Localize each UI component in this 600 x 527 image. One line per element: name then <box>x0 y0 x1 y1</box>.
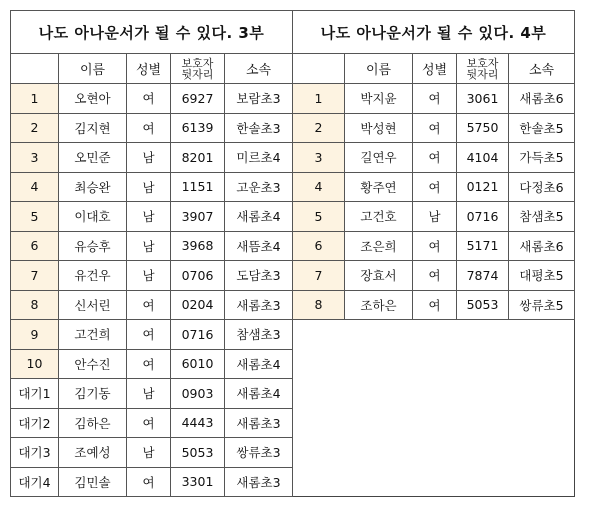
student-gender: 여 <box>127 467 171 497</box>
student-school: 새롬초4 <box>225 379 293 409</box>
student-name: 조은희 <box>345 231 413 261</box>
table-row <box>293 172 575 202</box>
row-index: 3 <box>11 143 59 173</box>
row-index: 2 <box>11 113 59 143</box>
table-row <box>11 467 293 497</box>
row-index: 5 <box>11 202 59 232</box>
guardian-digits: 0204 <box>171 290 225 320</box>
student-name: 최승완 <box>59 172 127 202</box>
guardian-digits: 0716 <box>457 202 509 232</box>
row-index: 7 <box>293 261 345 291</box>
empty-row <box>293 349 575 379</box>
table-row <box>293 84 575 114</box>
student-name: 고건호 <box>345 202 413 232</box>
roster-table-part4 <box>292 10 575 497</box>
student-name: 이대호 <box>59 202 127 232</box>
row-index: 1 <box>293 84 345 114</box>
header-index <box>11 54 59 84</box>
guardian-digits: 8201 <box>171 143 225 173</box>
guardian-digits: 0706 <box>171 261 225 291</box>
empty-row <box>293 379 575 409</box>
header-school: 소속 <box>509 54 575 84</box>
table-row <box>11 261 293 291</box>
row-index: 6 <box>293 231 345 261</box>
row-index: 1 <box>11 84 59 114</box>
guardian-digits: 3061 <box>457 84 509 114</box>
student-school: 보람초3 <box>225 84 293 114</box>
header-row <box>293 54 575 84</box>
student-school: 참샘초3 <box>225 320 293 350</box>
empty-row <box>293 438 575 468</box>
table-row <box>11 320 293 350</box>
student-name: 김지현 <box>59 113 127 143</box>
student-gender: 여 <box>127 408 171 438</box>
table-row <box>11 172 293 202</box>
student-school: 대평초5 <box>509 261 575 291</box>
student-school: 도담초3 <box>225 261 293 291</box>
student-name: 고건희 <box>59 320 127 350</box>
empty-row <box>293 320 575 350</box>
student-name: 박성현 <box>345 113 413 143</box>
table-row <box>293 113 575 143</box>
student-name: 신서린 <box>59 290 127 320</box>
table-row <box>11 290 293 320</box>
student-name: 김하은 <box>59 408 127 438</box>
student-gender: 여 <box>413 231 457 261</box>
header-row <box>11 54 293 84</box>
student-school: 새롬초3 <box>225 290 293 320</box>
table-row <box>11 202 293 232</box>
header-guardian: 보호자 뒷자리 <box>171 54 225 84</box>
student-school: 한솔초3 <box>225 113 293 143</box>
row-index: 5 <box>293 202 345 232</box>
student-school: 다정초6 <box>509 172 575 202</box>
student-name: 유건우 <box>59 261 127 291</box>
student-school: 참샘초5 <box>509 202 575 232</box>
table-row <box>11 379 293 409</box>
header-index <box>293 54 345 84</box>
guardian-digits: 4104 <box>457 143 509 173</box>
student-name: 안수진 <box>59 349 127 379</box>
student-school: 새롬초4 <box>225 202 293 232</box>
student-name: 오민준 <box>59 143 127 173</box>
table-row <box>293 231 575 261</box>
row-index: 대기2 <box>11 408 59 438</box>
header-school: 소속 <box>225 54 293 84</box>
guardian-digits: 4443 <box>171 408 225 438</box>
student-gender: 남 <box>127 438 171 468</box>
table-row <box>293 143 575 173</box>
table-row <box>11 143 293 173</box>
empty-row <box>293 408 575 438</box>
student-school: 새롬초4 <box>225 349 293 379</box>
header-gender: 성별 <box>127 54 171 84</box>
guardian-digits: 0903 <box>171 379 225 409</box>
table-row <box>293 290 575 320</box>
student-school: 가득초5 <box>509 143 575 173</box>
guardian-digits: 5053 <box>171 438 225 468</box>
student-school: 고운초3 <box>225 172 293 202</box>
student-gender: 여 <box>413 172 457 202</box>
student-school: 미르초4 <box>225 143 293 173</box>
table-row <box>11 408 293 438</box>
guardian-digits: 5053 <box>457 290 509 320</box>
guardian-digits: 1151 <box>171 172 225 202</box>
guardian-digits: 3968 <box>171 231 225 261</box>
student-gender: 남 <box>127 231 171 261</box>
guardian-digits: 6139 <box>171 113 225 143</box>
table-row <box>11 438 293 468</box>
student-gender: 여 <box>413 290 457 320</box>
guardian-digits: 5171 <box>457 231 509 261</box>
student-name: 길연우 <box>345 143 413 173</box>
header-gender: 성별 <box>413 54 457 84</box>
table-row <box>11 231 293 261</box>
table-body <box>11 84 293 497</box>
student-gender: 여 <box>127 84 171 114</box>
table-title: 나도 아나운서가 될 수 있다. 4부 <box>293 11 575 54</box>
row-index: 10 <box>11 349 59 379</box>
table-body <box>293 84 575 497</box>
student-gender: 남 <box>127 143 171 173</box>
student-gender: 여 <box>127 349 171 379</box>
table-title: 나도 아나운서가 될 수 있다. 3부 <box>11 11 293 54</box>
student-school: 쌍류초3 <box>225 438 293 468</box>
guardian-digits: 5750 <box>457 113 509 143</box>
row-index: 대기4 <box>11 467 59 497</box>
empty-row <box>293 467 575 497</box>
row-index: 8 <box>11 290 59 320</box>
student-name: 오현아 <box>59 84 127 114</box>
student-school: 한솔초5 <box>509 113 575 143</box>
student-gender: 남 <box>127 172 171 202</box>
empty-cell <box>293 467 575 497</box>
guardian-digits: 3907 <box>171 202 225 232</box>
header-guardian: 보호자 뒷자리 <box>457 54 509 84</box>
empty-cell <box>293 379 575 409</box>
empty-cell <box>293 438 575 468</box>
student-gender: 남 <box>127 379 171 409</box>
student-name: 유승후 <box>59 231 127 261</box>
student-school: 새롬초3 <box>225 408 293 438</box>
guardian-digits: 3301 <box>171 467 225 497</box>
student-name: 김민솔 <box>59 467 127 497</box>
row-index: 9 <box>11 320 59 350</box>
row-index: 8 <box>293 290 345 320</box>
row-index: 대기3 <box>11 438 59 468</box>
row-index: 6 <box>11 231 59 261</box>
student-gender: 여 <box>413 143 457 173</box>
guardian-digits: 7874 <box>457 261 509 291</box>
table-row <box>11 113 293 143</box>
student-school: 새롬초3 <box>225 467 293 497</box>
roster-table-part3 <box>10 10 293 497</box>
student-school: 새롬초6 <box>509 84 575 114</box>
header-name: 이름 <box>59 54 127 84</box>
table-row <box>293 202 575 232</box>
table-row <box>293 261 575 291</box>
student-name: 김기동 <box>59 379 127 409</box>
guardian-digits: 6927 <box>171 84 225 114</box>
guardian-digits: 6010 <box>171 349 225 379</box>
student-gender: 여 <box>127 113 171 143</box>
student-gender: 여 <box>127 320 171 350</box>
row-index: 7 <box>11 261 59 291</box>
student-name: 장효서 <box>345 261 413 291</box>
header-name: 이름 <box>345 54 413 84</box>
student-name: 조예성 <box>59 438 127 468</box>
student-gender: 남 <box>127 202 171 232</box>
student-school: 쌍류초5 <box>509 290 575 320</box>
student-gender: 여 <box>413 84 457 114</box>
student-school: 새뜸초4 <box>225 231 293 261</box>
guardian-digits: 0121 <box>457 172 509 202</box>
row-index: 대기1 <box>11 379 59 409</box>
student-gender: 여 <box>413 261 457 291</box>
empty-cell <box>293 320 575 350</box>
table-row <box>11 84 293 114</box>
row-index: 4 <box>293 172 345 202</box>
row-index: 3 <box>293 143 345 173</box>
empty-cell <box>293 349 575 379</box>
student-school: 새롬초6 <box>509 231 575 261</box>
student-gender: 여 <box>127 290 171 320</box>
student-name: 황주연 <box>345 172 413 202</box>
student-name: 조하은 <box>345 290 413 320</box>
student-gender: 남 <box>413 202 457 232</box>
row-index: 2 <box>293 113 345 143</box>
table-row <box>11 349 293 379</box>
student-gender: 남 <box>127 261 171 291</box>
student-gender: 여 <box>413 113 457 143</box>
guardian-digits: 0716 <box>171 320 225 350</box>
row-index: 4 <box>11 172 59 202</box>
empty-cell <box>293 408 575 438</box>
student-name: 박지윤 <box>345 84 413 114</box>
